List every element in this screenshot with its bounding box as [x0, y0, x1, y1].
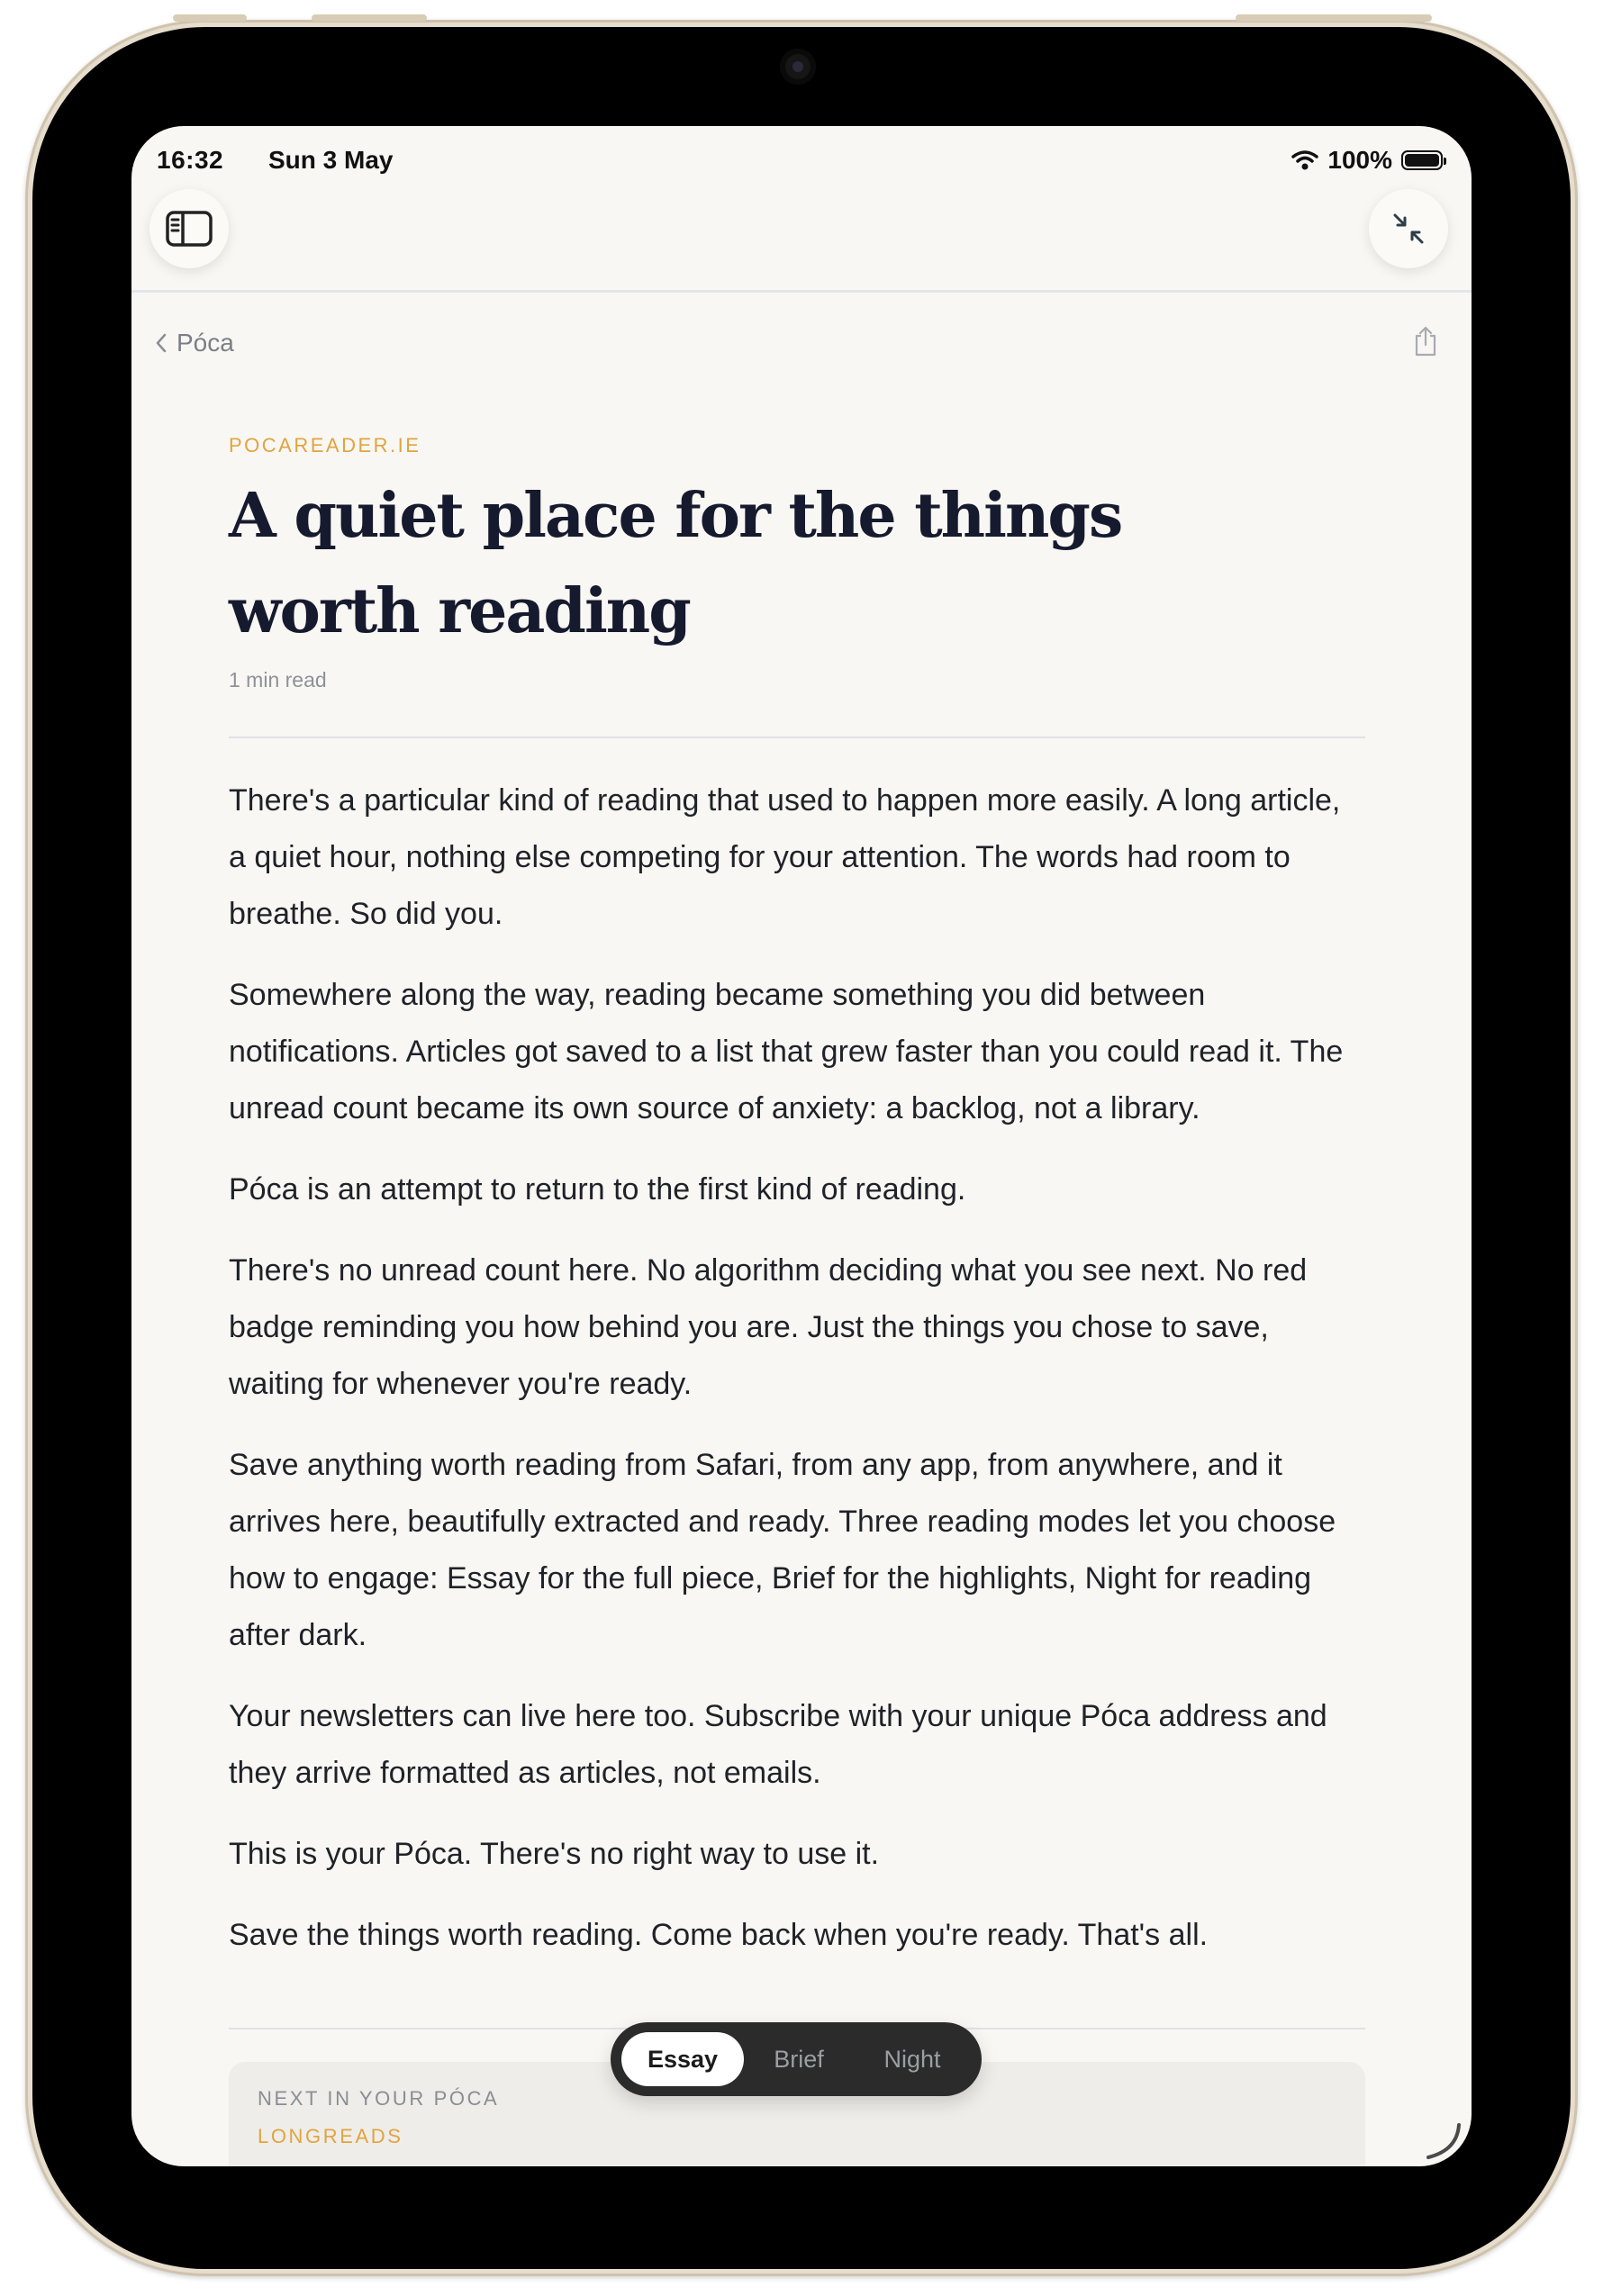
mode-essay-button[interactable]: Essay	[621, 2032, 744, 2086]
status-bar	[157, 146, 1443, 182]
battery-percent: 100%	[1327, 146, 1392, 174]
paragraph: There's no unread count here. No algorithm deciding what you see next. No red badge reminding you how behind you are. Just the things you chose to save, waiting for whenever you're ready.	[229, 1253, 1308, 1401]
wifi-icon	[1291, 149, 1318, 171]
resize-corner-icon	[1423, 2121, 1463, 2161]
sidebar-icon	[166, 210, 213, 248]
back-button[interactable]	[155, 329, 234, 357]
title-line: A quiet place for the things	[229, 480, 1122, 552]
status-time: 16:32	[157, 146, 224, 174]
power-button	[1236, 14, 1432, 22]
paragraph: Your newsletters can live here too. Subscribe with your unique Póca address and they arrive formatted as articles, not emails.	[229, 1699, 1327, 1790]
article-body	[229, 773, 1365, 1988]
paragraph: Save the things worth reading. Come back when you're ready. That's all.	[229, 1918, 1209, 1952]
reading-mode-switcher	[611, 2022, 982, 2096]
next-label: NEXT IN YOUR PÓCA	[258, 2087, 500, 2110]
mode-night-button[interactable]: Night	[883, 2046, 941, 2073]
title-line: worth reading	[229, 575, 690, 647]
paragraph: Save anything worth reading from Safari, from any app, from anywhere, and it arrives here, beautifully extracted and ready. Three reading modes let you choose how to engage: Essay for the full piece, Brief for the highlights, Night for reading after dark.	[229, 1448, 1336, 1652]
back-label: Póca	[177, 329, 234, 357]
battery-icon	[1401, 150, 1443, 170]
mode-brief-button[interactable]: Brief	[774, 2046, 824, 2073]
chevron-left-icon	[155, 332, 168, 354]
article-source[interactable]: POCAREADER.IE	[229, 434, 421, 456]
collapse-icon	[1391, 212, 1426, 246]
status-right	[1291, 146, 1443, 175]
camera	[780, 49, 816, 85]
status-date: Sun 3 May	[268, 146, 394, 174]
article-nav	[131, 329, 1472, 374]
read-time: 1 min read	[229, 668, 327, 692]
article-title	[229, 468, 1129, 659]
paragraph: This is your Póca. There's no right way to use it.	[229, 1837, 880, 1871]
share-button[interactable]	[1412, 325, 1439, 362]
divider	[229, 737, 1365, 738]
share-icon	[1412, 325, 1439, 357]
collapse-button[interactable]	[1369, 189, 1448, 268]
paragraph: Póca is an attempt to return to the first kind of reading.	[229, 1172, 966, 1207]
next-publication: LONGREADS	[258, 2125, 403, 2147]
top-toolbar	[131, 182, 1472, 293]
volume-button	[312, 14, 427, 22]
volume-button	[173, 14, 247, 22]
paragraph: There's a particular kind of reading that used to happen more easily. A long article, a quiet hour, nothing else competing for your attention. The words had room to breathe. So did you.	[229, 783, 1341, 931]
sidebar-toggle-button[interactable]	[149, 189, 229, 268]
paragraph: Somewhere along the way, reading became something you did between notifications. Articles got saved to a list that grew faster than you could read it. The unread count became its own source of anxiety: a backlog, not a library.	[229, 978, 1344, 1125]
screen	[131, 126, 1472, 2166]
